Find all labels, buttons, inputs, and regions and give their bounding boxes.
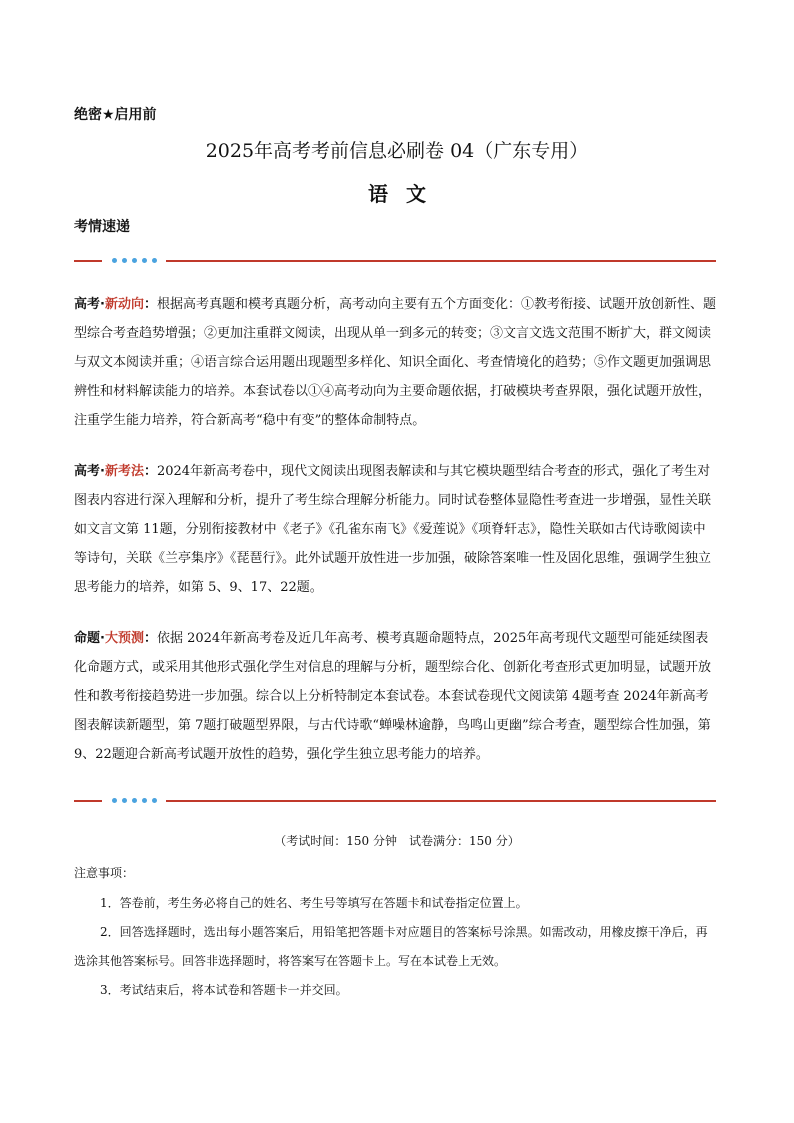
- divider-line: [166, 260, 716, 262]
- divider-dot: [112, 798, 117, 803]
- divider-line: [166, 800, 716, 802]
- paragraph-new-method: [74, 457, 718, 602]
- paragraph-label-sep: ：: [143, 464, 157, 479]
- paragraph-label-highlight: 新考法: [104, 464, 144, 479]
- divider-dot: [142, 798, 147, 803]
- divider-dot: [152, 258, 157, 263]
- divider-line: [74, 800, 102, 802]
- paragraph-label-highlight: 大预测: [104, 631, 144, 646]
- subject-title: 语文: [368, 182, 444, 206]
- exam-info: （考试时间：150 分钟 试卷满分：150 分）: [274, 834, 520, 848]
- divider-dot: [142, 258, 147, 263]
- notice-title: 注意事项：: [74, 866, 135, 880]
- top-secret-label: 绝密★启用前: [74, 107, 157, 123]
- page-title: 2025年高考考前信息必刷卷 04（广东专用）: [205, 140, 589, 162]
- paragraph-text: 依据 2024年新高考卷及近几年高考、模考真题命题特点，2025年高考现代文题型可能延续图表化命题方式，或采用其他形式强化学生对信息的理解与分析，题型综合化、创新化考查形式更加明显，试题开放性和教考衔接趋势进一步加强。综合以上分析特制定本套试卷。本套试卷现代文阅读第 4题考查 2024年新高考图表解读新题型，第 7题打破题型界限，与古代诗歌“蝉噪林逾静，鸟鸣山更幽”综合考查，题型综合性加强，第 9、22题迎合新高考试题开放性的趋势，强化学生独立思考能力的培养。: [74, 631, 712, 762]
- paragraph-prediction: [74, 624, 718, 769]
- paragraph-label-prefix: 高考·: [74, 297, 105, 312]
- paragraph-label-prefix: 命题·: [74, 631, 105, 646]
- paragraph-new-trend: [74, 290, 718, 435]
- divider-dot: [152, 798, 157, 803]
- paragraph-text: 2024年新高考卷中，现代文阅读出现图表解读和与其它模块题型结合考查的形式，强化了考生对图表内容进行深入理解和分析，提升了考生综合理解分析能力。同时试卷整体显隐性考查进一步增强，显性关联如文言文第 11题，分别衔接教材中《老子》《孔雀东南飞》《爱莲说》《项脊轩志》，隐性关联如古代诗歌阅读中等诗句，关联《兰亭集序》《琵琶行》。此外试题开放性进一步加强，破除答案唯一性及固化思维，强调学生独立思考能力的培养，如第 5、9、17、22题。: [74, 464, 712, 595]
- divider-bottom: [74, 796, 716, 806]
- divider-dot: [132, 798, 137, 803]
- notice-item: 2．回答选择题时，选出每小题答案后，用铅笔把答题卡对应题目的答案标号涂黑。如需改动，用橡皮擦干净后，再选涂其他答案标号。回答非选择题时，将答案写在答题卡上。写在本试卷上无效。: [74, 925, 708, 968]
- notice-item: 1．答卷前，考生务必将自己的姓名、考生号等填写在答题卡和试卷指定位置上。: [100, 896, 528, 910]
- notice-list: [74, 889, 718, 1005]
- divider-line: [74, 260, 102, 262]
- paragraph-label-sep: ：: [143, 297, 157, 312]
- notice-item: 3．考试结束后，将本试卷和答题卡一并交回。: [100, 983, 348, 997]
- divider-top: [74, 256, 716, 266]
- divider-dot: [122, 798, 127, 803]
- paragraph-label-prefix: 高考·: [74, 464, 105, 479]
- divider-dot: [132, 258, 137, 263]
- paragraph-text: 根据高考真题和模考真题分析，高考动向主要有五个方面变化：①教考衔接、试题开放创新性、题型综合考查趋势增强；②更加注重群文阅读，出现从单一到多元的转变；③文言文选文范围不断扩大，群文阅读与双文本阅读并重；④语言综合运用题出现题型多样化、知识全面化、考查情境化的趋势；⑤作文题更加强调思辨性和材料解读能力的培养。本套试卷以①④高考动向为主要命题依据，打破模块考查界限，强化试题开放性，注重学生能力培养，符合新高考“稳中有变”的整体命制特点。: [74, 297, 716, 428]
- divider-dot: [122, 258, 127, 263]
- paragraph-label-sep: ：: [143, 631, 157, 646]
- section-title: 考情速递: [74, 219, 130, 235]
- divider-dot: [112, 258, 117, 263]
- paragraph-label-highlight: 新动向: [104, 297, 144, 312]
